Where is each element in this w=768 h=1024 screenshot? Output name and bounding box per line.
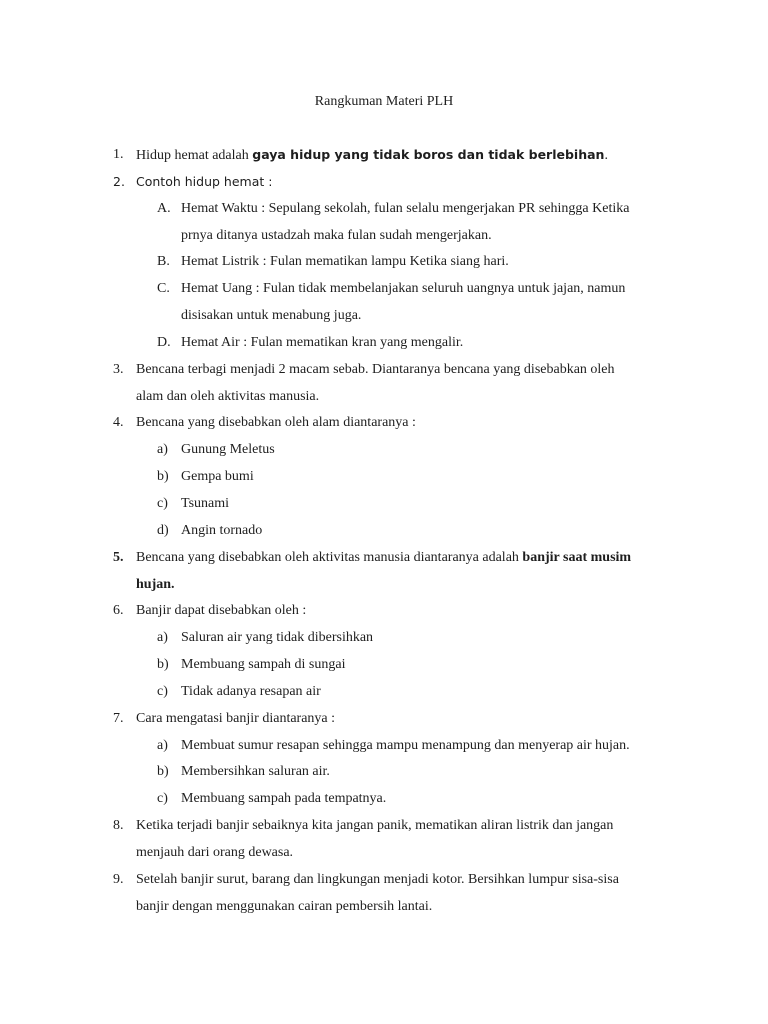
list-line xyxy=(0,545,768,572)
list-line xyxy=(0,169,768,196)
list-line xyxy=(0,840,768,867)
summary-list xyxy=(0,142,768,920)
sub-item-marker: C. xyxy=(157,281,170,297)
list-item xyxy=(0,142,768,169)
sub-list xyxy=(0,196,768,357)
list-line xyxy=(0,598,768,625)
item-text: Ketika terjadi banjir sebaiknya kita jangan panik, mematikan aliran listrik dan jangan xyxy=(136,818,614,834)
sub-item-text: Membuat sumur resapan sehingga mampu menampung dan menyerap air hujan. xyxy=(181,737,630,753)
item-number: 2. xyxy=(113,173,125,189)
sub-list-line xyxy=(0,464,768,491)
list-line xyxy=(0,813,768,840)
list-line xyxy=(0,706,768,733)
sub-item-marker: B. xyxy=(157,254,170,270)
item-text: Cara mengatasi banjir diantaranya : xyxy=(136,710,336,726)
item-text: Bencana yang disebabkan oleh aktivitas manusia diantaranya adalah xyxy=(136,549,523,565)
item-number: 3. xyxy=(113,361,124,377)
sub-item-text: prnya ditanya ustadzah maka fulan sudah mengerjakan. xyxy=(181,227,492,243)
item-text: Contoh hidup hemat : xyxy=(136,173,273,189)
item-text: Bencana yang disebabkan oleh alam diantaranya : xyxy=(136,415,416,431)
sub-list xyxy=(0,625,768,706)
item-emphasis: gaya hidup yang tidak boros dan tidak berlebihan xyxy=(252,147,605,162)
item-text: menjauh dari orang dewasa. xyxy=(136,844,294,860)
item-emphasis: hujan. xyxy=(136,576,175,592)
list-line xyxy=(0,894,768,921)
item-text: alam dan oleh aktivitas manusia. xyxy=(136,388,320,404)
item-text: Setelah banjir surut, barang dan lingkungan menjadi kotor. Bersihkan lumpur sisa-sisa xyxy=(136,871,619,887)
list-line xyxy=(0,357,768,384)
sub-list xyxy=(0,437,768,544)
sub-item-text: Tsunami xyxy=(181,495,230,511)
item-text: Bencana terbagi menjadi 2 macam sebab. Diantaranya bencana yang disebabkan oleh xyxy=(136,361,615,377)
item-text: . xyxy=(604,148,608,163)
sub-item-marker: a) xyxy=(157,737,168,753)
sub-item-text: Hemat Air : Fulan mematikan kran yang mengalir. xyxy=(181,334,464,350)
sub-list-line xyxy=(0,303,768,330)
sub-item-text: Gunung Meletus xyxy=(181,442,275,458)
sub-item-marker: A. xyxy=(157,200,171,216)
item-text: Banjir dapat disebabkan oleh : xyxy=(136,603,307,619)
sub-list-line xyxy=(0,491,768,518)
sub-item-text: Gempa bumi xyxy=(181,469,254,485)
sub-list-line xyxy=(0,759,768,786)
sub-item-text: Membersihkan saluran air. xyxy=(181,764,330,780)
item-number: 6. xyxy=(113,603,124,619)
list-item xyxy=(0,410,768,544)
item-text: banjir dengan menggunakan cairan pembersih lantai. xyxy=(136,898,433,914)
item-number: 7. xyxy=(113,710,124,726)
sub-list-line xyxy=(0,196,768,223)
item-number: 5. xyxy=(113,549,124,565)
document-title: Rangkuman Materi PLH xyxy=(314,94,454,109)
sub-item-text: disisakan untuk menabung juga. xyxy=(181,308,362,324)
sub-list-line xyxy=(0,679,768,706)
item-number: 4. xyxy=(113,415,124,431)
sub-item-marker: D. xyxy=(157,334,171,350)
sub-list-line xyxy=(0,786,768,813)
list-line xyxy=(0,867,768,894)
sub-item-text: Membuang sampah pada tempatnya. xyxy=(181,791,387,807)
sub-item-marker: c) xyxy=(157,791,168,807)
sub-list-line xyxy=(0,625,768,652)
sub-list xyxy=(0,733,768,814)
sub-item-text: Saluran air yang tidak dibersihkan xyxy=(181,630,374,646)
sub-item-text: Hemat Uang : Fulan tidak membelanjakan seluruh uangnya untuk jajan, namun xyxy=(181,281,626,297)
sub-item-marker: a) xyxy=(157,630,168,646)
sub-item-marker: c) xyxy=(157,495,168,511)
list-item xyxy=(0,357,768,411)
list-item xyxy=(0,813,768,867)
list-item xyxy=(0,545,768,599)
item-number: 8. xyxy=(113,818,124,834)
sub-item-text: Membuang sampah di sungai xyxy=(181,657,346,673)
sub-list-line xyxy=(0,276,768,303)
list-item xyxy=(0,169,768,357)
list-line xyxy=(0,142,768,169)
sub-item-text: Hemat Waktu : Sepulang sekolah, fulan selalu mengerjakan PR sehingga Ketika xyxy=(181,200,630,216)
list-item xyxy=(0,706,768,813)
sub-item-marker: a) xyxy=(157,442,168,458)
sub-list-line xyxy=(0,518,768,545)
sub-item-marker: c) xyxy=(157,683,168,699)
sub-item-marker: d) xyxy=(157,522,169,538)
sub-item-marker: b) xyxy=(157,657,169,673)
sub-item-text: Hemat Listrik : Fulan mematikan lampu Ketika siang hari. xyxy=(181,254,509,270)
sub-list-line xyxy=(0,733,768,760)
sub-item-text: Angin tornado xyxy=(181,522,263,538)
sub-item-marker: b) xyxy=(157,469,169,485)
item-number: 1. xyxy=(113,147,124,162)
sub-list-line xyxy=(0,330,768,357)
sub-item-text: Tidak adanya resapan air xyxy=(181,683,321,699)
list-line xyxy=(0,410,768,437)
sub-item-marker: b) xyxy=(157,764,169,780)
sub-list-line xyxy=(0,437,768,464)
list-line xyxy=(0,384,768,411)
list-item xyxy=(0,598,768,705)
item-emphasis: banjir saat musim xyxy=(522,549,632,565)
list-line xyxy=(0,572,768,599)
list-item xyxy=(0,867,768,921)
sub-list-line xyxy=(0,652,768,679)
sub-list-line xyxy=(0,223,768,250)
sub-list-line xyxy=(0,249,768,276)
item-number: 9. xyxy=(113,871,124,887)
item-text: Hidup hemat adalah xyxy=(136,148,253,163)
